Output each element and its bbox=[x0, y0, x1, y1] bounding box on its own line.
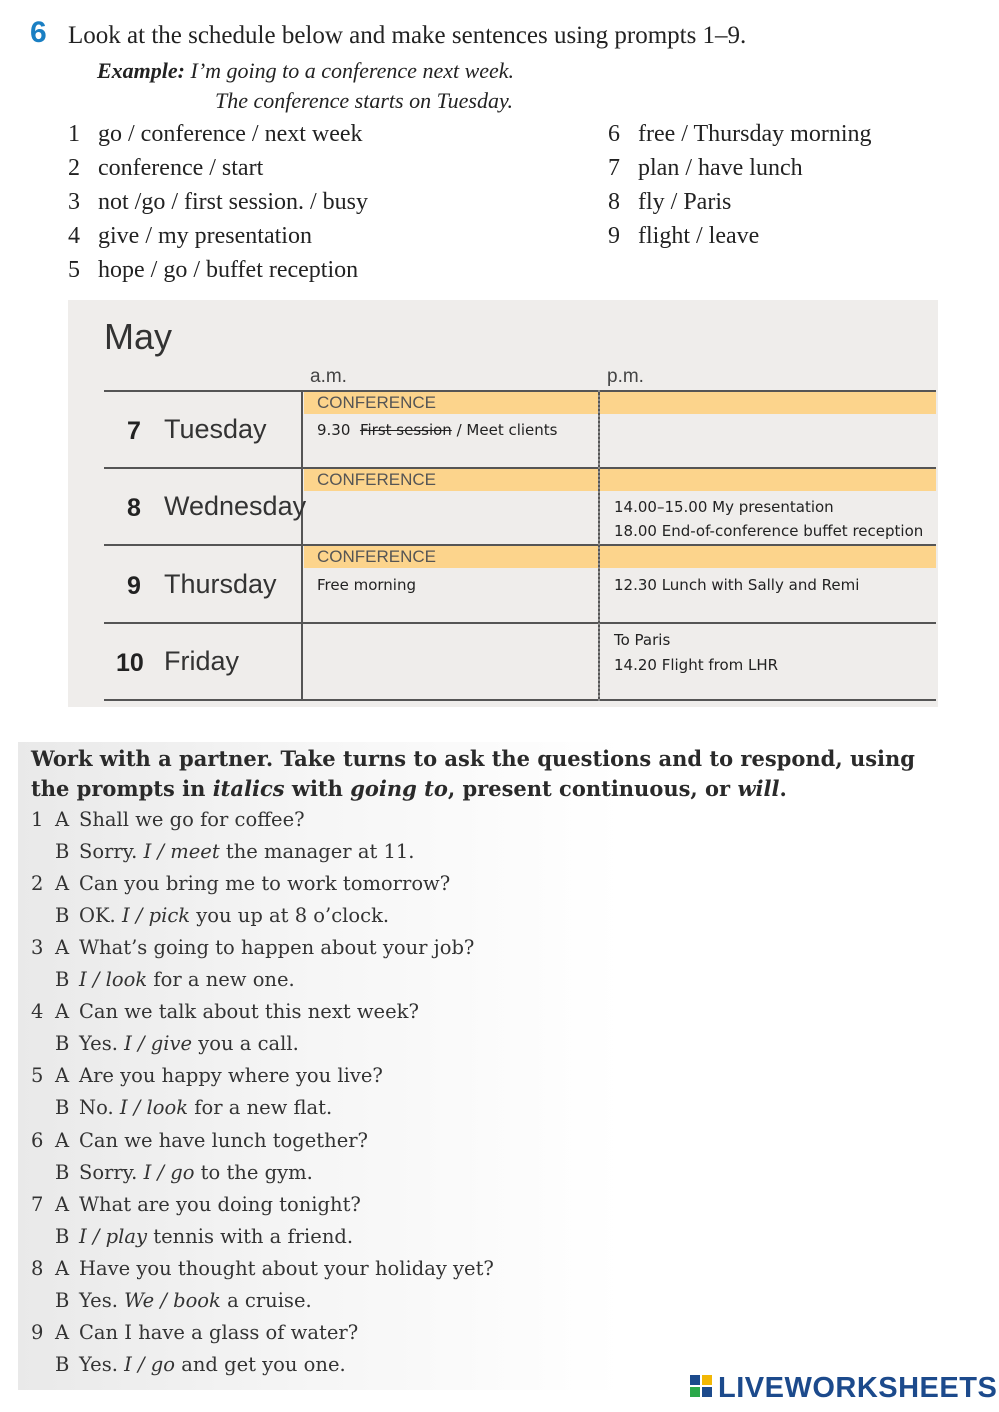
prompt-item: 8 fly / Paris bbox=[608, 189, 732, 215]
day-number: 10 bbox=[116, 649, 144, 677]
struck-entry: First session bbox=[359, 421, 452, 439]
dialogue-question: 6 A Can we have lunch together? bbox=[31, 1129, 369, 1152]
dialogue-question: 4 A Can we talk about this next week? bbox=[31, 1000, 419, 1023]
table-divider bbox=[104, 467, 936, 469]
day-number: 7 bbox=[127, 417, 141, 445]
schedule-month: May bbox=[104, 316, 173, 357]
pm-entry: 14.00–15.00 My presentation bbox=[614, 498, 834, 516]
table-divider bbox=[104, 544, 936, 546]
day-number: 8 bbox=[127, 494, 141, 522]
prompt-item: 1 go / conference / next week bbox=[68, 121, 363, 147]
table-divider bbox=[104, 622, 936, 624]
dialogue-question: 8 A Have you thought about your holiday yet? bbox=[31, 1257, 494, 1280]
day-name: Tuesday bbox=[164, 414, 267, 444]
prompt-item: 9 flight / leave bbox=[608, 223, 760, 249]
prompt-italic: I / go bbox=[124, 1353, 176, 1376]
dialogue-response: B No. I / look for a new flat. bbox=[55, 1096, 333, 1119]
prompt-item: 4 give / my presentation bbox=[68, 223, 312, 249]
prompt-item: 5 hope / go / buffet reception bbox=[68, 257, 359, 283]
dialogue-response: B OK. I / pick you up at 8 o’clock. bbox=[55, 904, 390, 927]
dialogue-question: 5 A Are you happy where you live? bbox=[31, 1064, 383, 1087]
dialogue-response: B Yes. I / go and get you one. bbox=[55, 1353, 346, 1376]
table-divider bbox=[104, 699, 936, 701]
day-name: Friday bbox=[164, 646, 240, 676]
table-column-divider bbox=[301, 390, 303, 701]
am-column-header: a.m. bbox=[310, 366, 347, 387]
dialogue-question: 3 A What’s going to happen about your job? bbox=[31, 936, 475, 959]
partner-instruction-line-1: Work with a partner. Take turns to ask the questions and to respond, using bbox=[31, 746, 915, 771]
day-name: Wednesday bbox=[164, 491, 307, 521]
dialogue-question: 9 A Can I have a glass of water? bbox=[31, 1321, 359, 1344]
dialogue-question: 2 A Can you bring me to work tomorrow? bbox=[31, 872, 451, 895]
dialogue-question: 1 A Shall we go for coffee? bbox=[31, 808, 305, 831]
prompt-italic: I / pick bbox=[121, 904, 191, 927]
prompt-item: 6 free / Thursday morning bbox=[608, 121, 872, 147]
pm-column-header: p.m. bbox=[607, 366, 644, 387]
table-column-divider bbox=[598, 390, 600, 701]
example-line-2: The conference starts on Tuesday. bbox=[215, 88, 513, 113]
conference-label: CONFERENCE bbox=[317, 393, 437, 412]
exercise-instruction: Look at the schedule below and make sentences using prompts 1–9. bbox=[68, 22, 747, 49]
prompt-italic: I / meet bbox=[143, 840, 220, 863]
dialogue-response: B Yes. I / give you a call. bbox=[55, 1032, 299, 1055]
prompt-italic: I / play bbox=[79, 1225, 148, 1248]
prompt-italic: I / go bbox=[143, 1161, 195, 1184]
pm-entry: To Paris bbox=[614, 631, 671, 649]
conference-label: CONFERENCE bbox=[317, 547, 437, 566]
logo-text: LIVEWORKSHEETS bbox=[718, 1372, 998, 1404]
prompt-italic: I / look bbox=[79, 968, 148, 991]
dialogue-response: B I / play tennis with a friend. bbox=[55, 1225, 354, 1248]
prompt-item: 7 plan / have lunch bbox=[608, 155, 803, 181]
am-entry: 9.30 First session / Meet clients bbox=[317, 421, 558, 439]
day-number: 9 bbox=[127, 572, 141, 600]
dialogue-question: 7 A What are you doing tonight? bbox=[31, 1193, 361, 1216]
prompt-item: 2 conference / start bbox=[68, 155, 264, 181]
example-line-1 bbox=[97, 58, 514, 84]
table-divider bbox=[104, 390, 936, 392]
prompt-italic: We / book bbox=[124, 1289, 221, 1312]
example-text-1: I’m going to a conference next week. bbox=[190, 58, 515, 83]
exercise-number: 6 bbox=[30, 16, 47, 49]
day-name: Thursday bbox=[164, 569, 277, 599]
logo-icon bbox=[690, 1375, 714, 1399]
pm-entry: 12.30 Lunch with Sally and Remi bbox=[614, 576, 860, 594]
prompt-italic: I / give bbox=[124, 1032, 193, 1055]
pm-entry: 14.20 Flight from LHR bbox=[614, 656, 779, 674]
conference-label: CONFERENCE bbox=[317, 470, 437, 489]
pm-entry: 18.00 End-of-conference buffet reception bbox=[614, 522, 924, 540]
dialogue-response: B Sorry. I / meet the manager at 11. bbox=[55, 840, 415, 863]
dialogue-response: B I / look for a new one. bbox=[55, 968, 295, 991]
partner-instruction-line-2: the prompts in italics with going to, present continuous, or will. bbox=[31, 776, 787, 801]
prompt-item: 3 not /go / first session. / busy bbox=[68, 189, 369, 215]
am-entry: Free morning bbox=[317, 576, 416, 594]
prompt-italic: I / look bbox=[119, 1096, 189, 1119]
dialogue-response: B Yes. We / book a cruise. bbox=[55, 1289, 312, 1312]
dialogue-response: B Sorry. I / go to the gym. bbox=[55, 1161, 313, 1184]
example-label: Example: bbox=[97, 58, 185, 83]
